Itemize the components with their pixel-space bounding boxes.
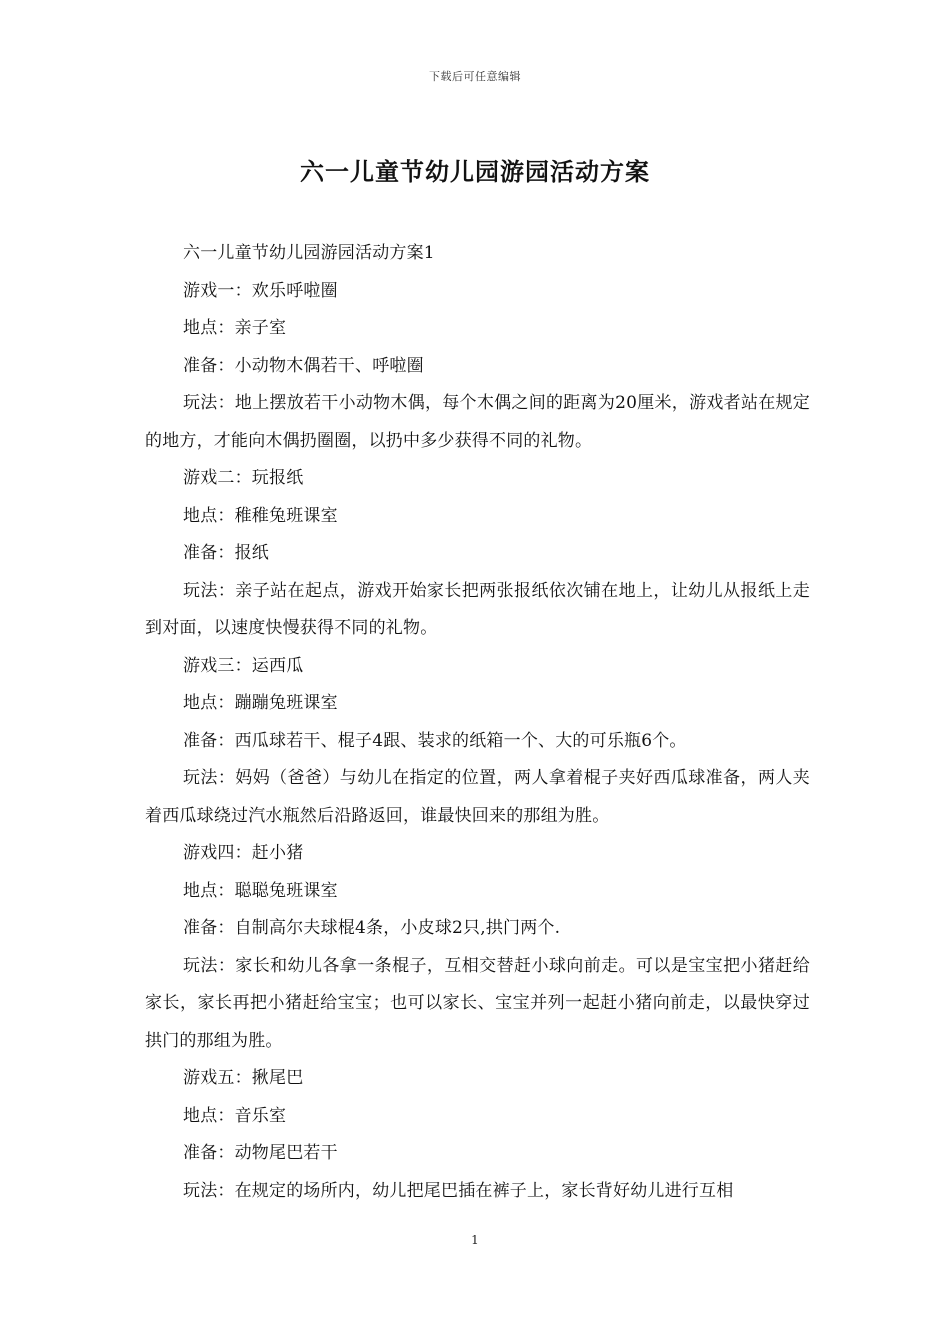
game-location: 地点：音乐室 bbox=[183, 1105, 287, 1126]
game-title: 游戏五：揪尾巴 bbox=[183, 1068, 304, 1088]
game-rules: 玩法：亲子站在起点，游戏开始家长把两张报纸依次铺在地上，让幼儿从报纸上走到对面，以速度快慢获得不同的礼物。 bbox=[145, 580, 810, 638]
game-rules: 玩法：地上摆放若干小动物木偶，每个木偶之间的距离为20厘米，游戏者站在规定的地方，才能向木偶扔圈圈，以扔中多少获得不同的礼物。 bbox=[145, 393, 810, 451]
game-preparation: 准备：自制高尔夫球棍4条，小皮球2只,拱门两个. bbox=[183, 918, 561, 938]
page-header-note: 下载后可任意编辑 bbox=[429, 70, 521, 83]
section-heading: 六一儿童节幼儿园游园活动方案1 bbox=[183, 243, 435, 263]
game-preparation: 准备：小动物木偶若干、呼啦圈 bbox=[183, 355, 424, 376]
game-rules: 玩法：妈妈（爸爸）与幼儿在指定的位置，两人拿着棍子夹好西瓜球准备，两人夹着西瓜球绕过汽水瓶然后沿路返回，谁最快回来的那组为胜。 bbox=[145, 768, 810, 826]
game-title: 游戏三：运西瓜 bbox=[183, 655, 304, 676]
game-preparation: 准备：报纸 bbox=[183, 543, 269, 563]
game-location: 地点：聪聪兔班课室 bbox=[183, 880, 338, 901]
game-location: 地点：亲子室 bbox=[183, 318, 287, 338]
document-body bbox=[145, 235, 810, 1210]
game-location: 地点：蹦蹦兔班课室 bbox=[183, 693, 338, 713]
game-rules: 玩法：家长和幼儿各拿一条棍子，互相交替赶小球向前走。可以是宝宝把小猪赶给家长，家长再把小猪赶给宝宝；也可以家长、宝宝并列一起赶小猪向前走，以最快穿过拱门的那组为胜。 bbox=[145, 955, 810, 1051]
document-title: 六一儿童节幼儿园游园活动方案 bbox=[300, 157, 650, 186]
game-title: 游戏二：玩报纸 bbox=[183, 468, 304, 488]
page-number: 1 bbox=[471, 1233, 479, 1247]
game-rules: 玩法：在规定的场所内，幼儿把尾巴插在裤子上，家长背好幼儿进行互相 bbox=[183, 1180, 734, 1201]
game-preparation: 准备：动物尾巴若干 bbox=[183, 1143, 338, 1163]
game-preparation: 准备：西瓜球若干、棍子4跟、装求的纸箱一个、大的可乐瓶6个。 bbox=[183, 730, 687, 751]
game-location: 地点：稚稚兔班课室 bbox=[183, 505, 338, 526]
game-title: 游戏一：欢乐呼啦圈 bbox=[183, 280, 338, 301]
game-title: 游戏四：赶小猪 bbox=[183, 843, 304, 863]
